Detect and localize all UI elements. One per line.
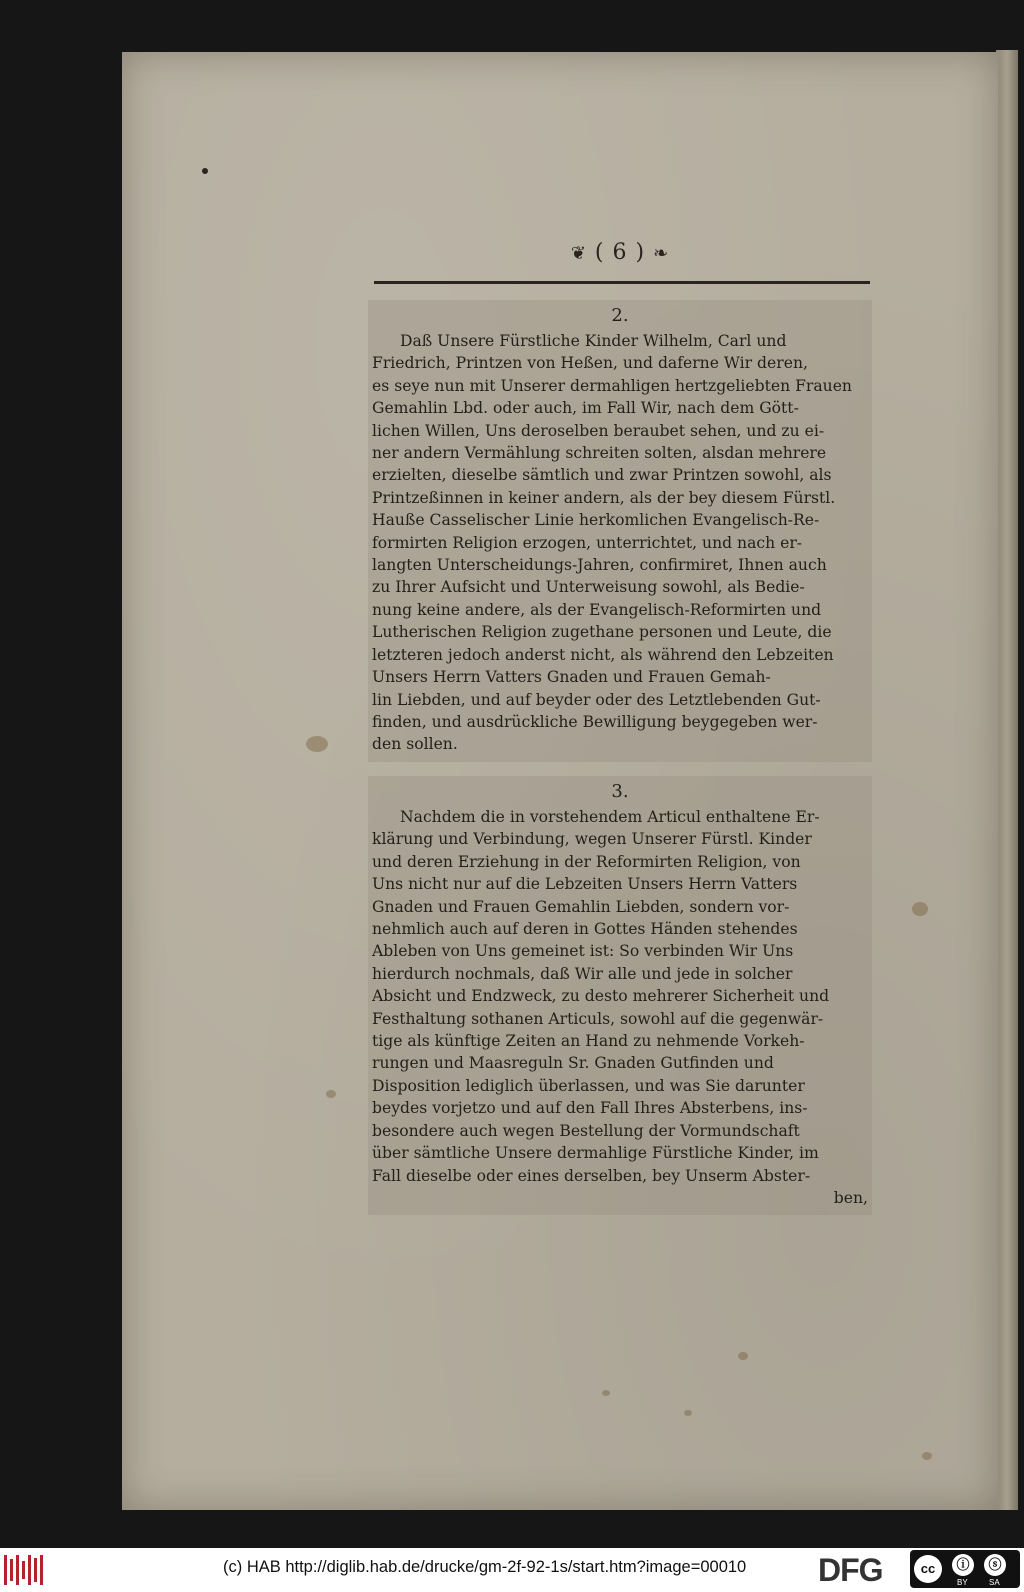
- ink-spot: [306, 736, 328, 752]
- text-line: und deren Erziehung in der Reformirten Religion, von: [372, 852, 801, 871]
- text-line: beydes vorjetzo und auf den Fall Ihres Absterbens, ins-: [372, 1099, 808, 1118]
- text-line: letzteren jedoch anderst nicht, als während den Lebzeiten: [372, 645, 834, 664]
- text-line: Uns nicht nur auf die Lebzeiten Unsers Herrn Vatters: [372, 875, 798, 894]
- dfg-logo[interactable]: DFG: [818, 1552, 883, 1588]
- ink-spot: [922, 1452, 932, 1460]
- ink-spot: [326, 1090, 336, 1098]
- ink-spot: [602, 1390, 610, 1396]
- text-line: ner andern Vermählung schreiten solten, alsdan mehrere: [372, 444, 827, 463]
- text-line: über sämtliche Unsere dermahlige Fürstliche Kinder, im: [372, 1144, 819, 1163]
- next-page-edge: [996, 50, 1018, 1510]
- cc-license-badge[interactable]: [910, 1550, 1020, 1588]
- sa-icon: ⓢ: [984, 1554, 1006, 1576]
- page-number: ❦ ( 6 ) ❧: [570, 240, 670, 265]
- text-line: Friedrich, Printzen von Heßen, und daferne Wir deren,: [372, 354, 808, 373]
- sa-label: SA: [989, 1578, 1000, 1587]
- text-line: rungen und Maasreguln Sr. Gnaden Gutfinden und: [372, 1054, 774, 1073]
- ink-spot: [912, 902, 928, 916]
- section-number: 2.: [611, 305, 629, 326]
- text-line: hierdurch nochmals, daß Wir alle und jede in solcher: [372, 964, 793, 983]
- text-line: klärung und Verbindung, wegen Unserer Fürstl. Kinder: [372, 830, 812, 849]
- ink-spot: [684, 1410, 692, 1416]
- text-line: Disposition lediglich überlassen, und was Sie darunter: [372, 1076, 805, 1095]
- ornament-left-icon: ❦: [570, 243, 587, 264]
- text-line: langten Unterscheidungs-Jahren, confirmiret, Ihnen auch: [372, 556, 827, 575]
- section-2: [368, 300, 872, 762]
- text-line: nung keine andere, als der Evangelisch-Reformirten und: [372, 600, 822, 619]
- text-line: Lutherischen Religion zugethane personen und Leute, die: [372, 623, 832, 642]
- text-line: Hauße Casselischer Linie herkomlichen Evangelisch-Re-: [372, 511, 820, 530]
- by-label: BY: [957, 1578, 968, 1587]
- text-line: zu Ihrer Aufsicht und Unterweisung sowohl, als Bedie-: [372, 578, 805, 597]
- cc-icon: cc: [914, 1555, 942, 1583]
- section-3: [368, 776, 872, 1215]
- text-line: besondere auch wegen Bestellung der Vormundschaft: [372, 1121, 800, 1140]
- text-line: Fall dieselbe oder eines derselben, bey Unserm Abster-: [372, 1166, 811, 1185]
- by-icon: ⓘ: [952, 1554, 974, 1576]
- section-paragraph: [372, 806, 868, 1209]
- text-line: tige als künftige Zeiten an Hand zu nehmende Vorkeh-: [372, 1032, 805, 1051]
- text-line: finden, und ausdrückliche Bewilligung beygegeben wer-: [372, 712, 818, 731]
- text-line: erzielten, dieselbe sämtlich und zwar Printzen sowohl, als: [372, 466, 832, 485]
- hab-logo-icon[interactable]: [4, 1555, 48, 1585]
- text-line: Gemahlin Lbd. oder auch, im Fall Wir, nach dem Gött-: [372, 399, 799, 418]
- text-line: Daß Unsere Fürstliche Kinder Wilhelm, Carl und: [400, 332, 787, 350]
- viewer-footer: [0, 1548, 1024, 1592]
- text-line: Ableben von Uns gemeinet ist: So verbinden Wir Uns: [372, 942, 794, 961]
- text-line: den sollen.: [372, 735, 458, 754]
- text-line: formirten Religion erzogen, unterrichtet, und nach er-: [372, 533, 803, 552]
- header-rule: [374, 281, 870, 284]
- text-line: Nachdem die in vorstehendem Articul enthaltene Er-: [400, 808, 820, 826]
- catchword: ben,: [833, 1188, 868, 1207]
- page-number-value: 6: [612, 240, 628, 265]
- ink-spot: [202, 168, 208, 174]
- text-line: Unsers Herrn Vatters Gnaden und Frauen Gemah-: [372, 668, 771, 687]
- text-line: nehmlich auch auf deren in Gottes Händen stehendes: [372, 920, 798, 939]
- text-line: Festhaltung sothanen Articuls, sowohl auf die gegenwär-: [372, 1009, 824, 1028]
- text-line: Gnaden und Frauen Gemahlin Liebden, sondern vor-: [372, 897, 790, 916]
- text-line: lichen Willen, Uns deroselben beraubet sehen, und zu ei-: [372, 421, 825, 440]
- section-number: 3.: [611, 781, 629, 802]
- text-line: lin Liebden, und auf beyder oder des Letztlebenden Gut-: [372, 690, 821, 709]
- section-paragraph: [372, 330, 868, 756]
- text-line: Absicht und Endzweck, zu desto mehrerer Sicherheit und: [372, 987, 830, 1006]
- ornament-right-icon: ❧: [653, 243, 670, 264]
- ink-spot: [738, 1352, 748, 1360]
- text-line: es seye nun mit Unserer dermahligen hertzgeliebten Frauen: [372, 376, 852, 395]
- text-line: Printzeßinnen in keiner andern, als der bey diesem Fürstl.: [372, 488, 836, 507]
- copyright-link[interactable]: (c) HAB http://diglib.hab.de/drucke/gm-2f-92-1s/start.htm?image=00010: [223, 1558, 747, 1576]
